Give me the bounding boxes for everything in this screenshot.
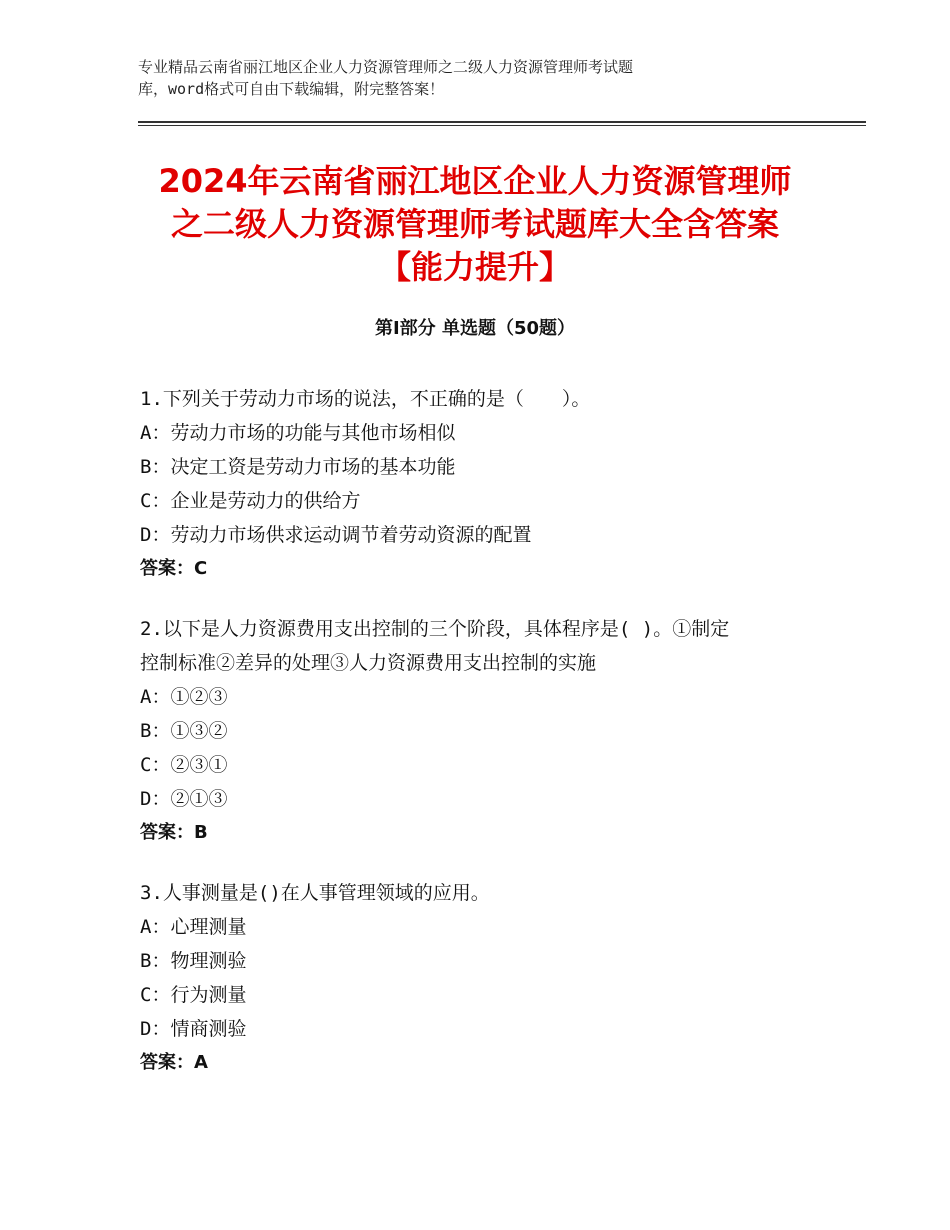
title-line: 之二级人力资源管理师考试题库大全含答案 [170, 205, 779, 243]
header-divider-thin [138, 125, 866, 126]
question-stem-line: 控制标准②差异的处理③人力资源费用支出控制的实施 [140, 652, 597, 674]
header-note-line: 专业精品云南省丽江地区企业人力资源管理师之二级人力资源管理师考试题 [138, 58, 634, 76]
question-stem [140, 382, 830, 416]
option-b: B：物理测验 [140, 950, 247, 972]
section-title: 第Ⅰ部分 单选题（50题） [374, 318, 575, 339]
question-stem [140, 876, 830, 910]
option-d: D：情商测验 [140, 1018, 247, 1040]
title-line: 2024年云南省丽江地区企业人力资源管理师 [158, 162, 792, 200]
option-c: C：行为测量 [140, 984, 247, 1006]
question-item [140, 876, 830, 1080]
question-stem-line: 2.以下是人力资源费用支出控制的三个阶段，具体程序是( )。①制定 [140, 618, 730, 640]
document-title [130, 160, 820, 289]
header-note [138, 56, 778, 100]
option-a: A：①②③ [140, 686, 228, 708]
option-a: A：心理测量 [140, 916, 247, 938]
option-c: C：企业是劳动力的供给方 [140, 490, 361, 512]
question-stem-line: 1.下列关于劳动力市场的说法，不正确的是（ ）。 [140, 388, 591, 410]
option-c: C：②③① [140, 754, 228, 776]
title-line: 【能力提升】 [378, 248, 571, 286]
answer-line: 答案：A [140, 1052, 208, 1073]
option-a: A：劳动力市场的功能与其他市场相似 [140, 422, 456, 444]
question-item [140, 612, 830, 850]
question-stem [140, 612, 830, 680]
header-divider-thick [138, 121, 866, 123]
option-d: D：②①③ [140, 788, 228, 810]
option-d: D：劳动力市场供求运动调节着劳动资源的配置 [140, 524, 532, 546]
answer-line: 答案：C [140, 558, 208, 579]
question-list [140, 382, 830, 1106]
header-note-line: 库，word格式可自由下载编辑，附完整答案！ [138, 80, 445, 98]
question-item [140, 382, 830, 586]
answer-line: 答案：B [140, 822, 208, 843]
option-b: B：决定工资是劳动力市场的基本功能 [140, 456, 456, 478]
option-b: B：①③② [140, 720, 228, 742]
question-stem-line: 3.人事测量是()在人事管理领域的应用。 [140, 882, 490, 904]
